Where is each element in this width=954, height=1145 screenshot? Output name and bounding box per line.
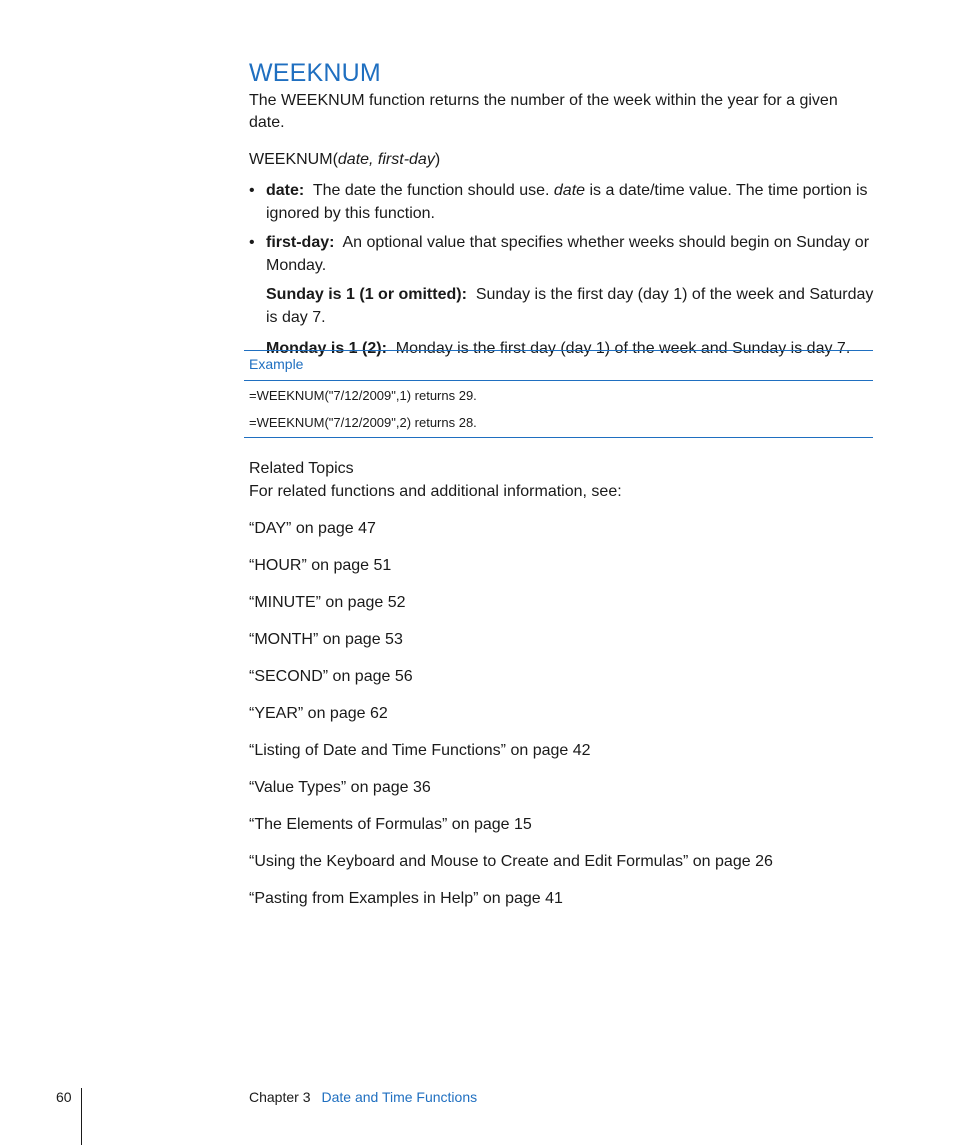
syntax-args: date, first-day [337, 151, 435, 168]
related-link-year[interactable]: “YEAR” on page 62 [249, 705, 388, 722]
syntax-close-paren: ) [434, 151, 441, 168]
option-term: Monday is 1 (2): [266, 340, 387, 357]
syntax-open-paren: ( [332, 151, 338, 168]
page-number: 60 [56, 1089, 72, 1105]
related-topics-intro: For related functions and additional information, see: [249, 483, 622, 500]
related-link-day[interactable]: “DAY” on page 47 [249, 520, 376, 537]
related-link-value-types[interactable]: “Value Types” on page 36 [249, 779, 431, 796]
argument-emphasis: date [553, 182, 586, 199]
related-link-listing[interactable]: “Listing of Date and Time Functions” on page 42 [249, 742, 591, 759]
chapter-title: Date and Time Functions [321, 1089, 478, 1105]
option-sunday [249, 283, 874, 329]
option-text: Sunday is the first day (day 1) of the week and Saturday is day 7. [266, 286, 874, 326]
argument-term: date: [266, 182, 305, 199]
option-term: Sunday is 1 (1 or omitted): [266, 286, 467, 303]
argument-text: The date the function should use. [312, 182, 554, 199]
example-row: =WEEKNUM("7/12/2009",1) returns 29. [249, 388, 477, 403]
bullet-icon: • [249, 182, 255, 199]
related-link-second[interactable]: “SECOND” on page 56 [249, 668, 413, 685]
related-link-pasting-examples[interactable]: “Pasting from Examples in Help” on page 41 [249, 890, 563, 907]
chapter-label: Chapter 3 [249, 1089, 311, 1105]
argument-list [249, 179, 874, 277]
syntax-name: WEEKNUM [249, 151, 333, 168]
option-text: Monday is the first day (day 1) of the week and Sunday is day 7. [395, 340, 851, 357]
argument-term: first-day: [266, 234, 335, 251]
related-link-hour[interactable]: “HOUR” on page 51 [249, 557, 392, 574]
example-table [244, 350, 873, 438]
argument-item-first-day [249, 231, 874, 277]
function-description: The WEEKNUM function returns the number of the week within the year for a given date. [249, 92, 838, 131]
related-links [249, 518, 874, 910]
related-link-minute[interactable]: “MINUTE” on page 52 [249, 594, 406, 611]
example-row: =WEEKNUM("7/12/2009",2) returns 28. [249, 415, 477, 430]
example-rows [244, 381, 873, 437]
bullet-icon: • [249, 234, 255, 251]
related-topics [249, 458, 874, 910]
argument-text: An optional value that specifies whether weeks should begin on Sunday or Monday. [266, 234, 870, 274]
function-section [249, 58, 874, 368]
argument-text-rest: is a date/time value. The time portion is ignored by this function. [266, 182, 868, 222]
footer-chapter [249, 1088, 477, 1106]
related-link-elements-of-formulas[interactable]: “The Elements of Formulas” on page 15 [249, 816, 532, 833]
example-header: Example [244, 351, 873, 381]
related-topics-title: Related Topics [249, 460, 354, 477]
function-syntax [249, 149, 874, 171]
page-title: WEEKNUM [249, 59, 381, 87]
argument-item-date [249, 179, 874, 225]
related-link-month[interactable]: “MONTH” on page 53 [249, 631, 403, 648]
related-link-keyboard-mouse[interactable]: “Using the Keyboard and Mouse to Create and Edit Formulas” on page 26 [249, 853, 773, 870]
footer-divider [81, 1088, 82, 1145]
